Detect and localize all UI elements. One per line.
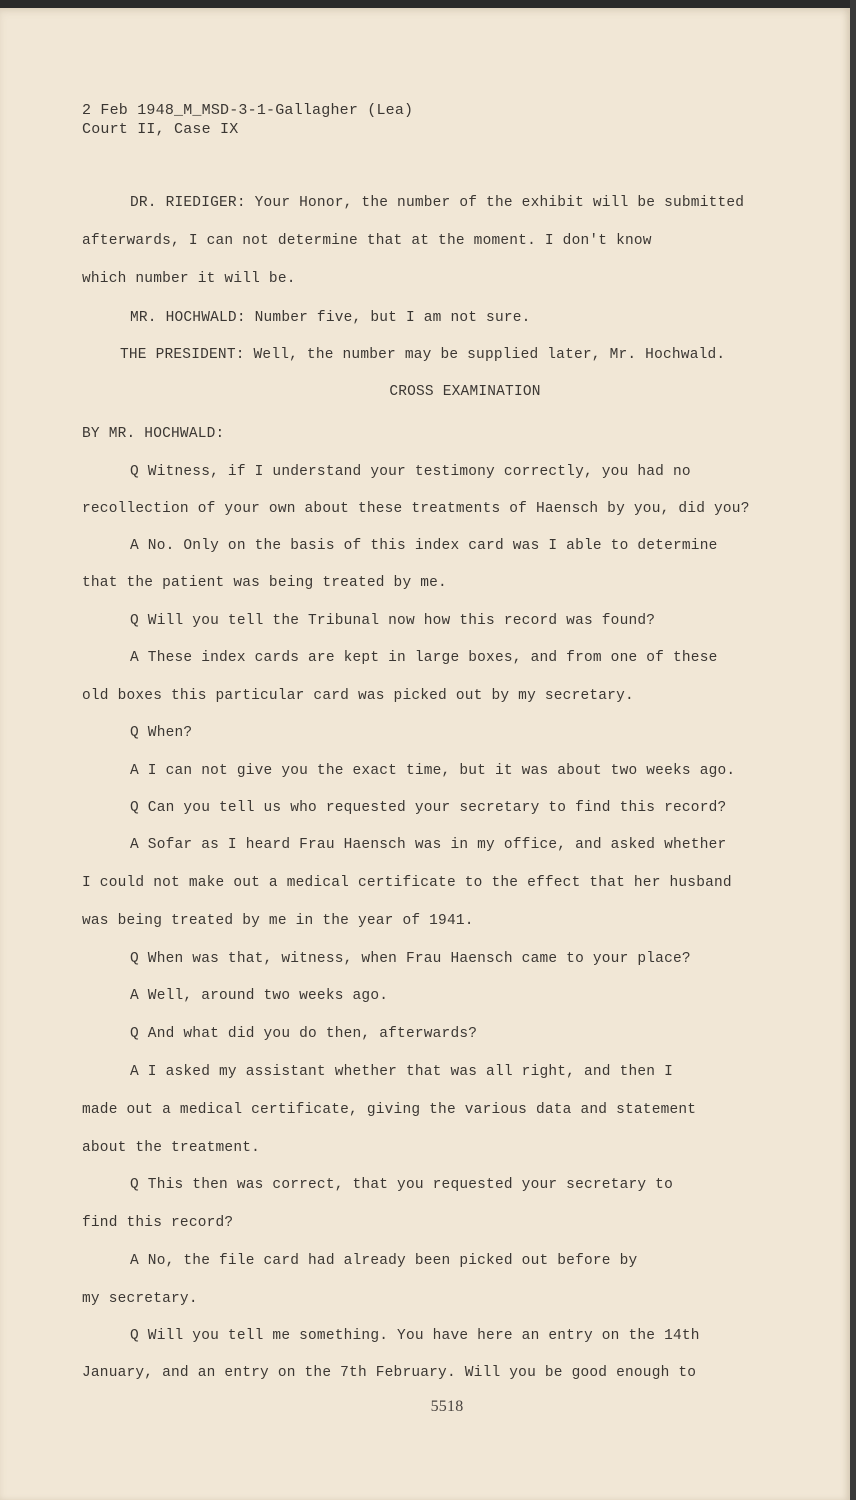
text-line: afterwards, I can not determine that at the moment. I don't know: [82, 233, 652, 249]
text-line: my secretary.: [82, 1291, 198, 1307]
text-line: made out a medical certificate, giving the various data and statement: [82, 1102, 697, 1118]
text-line: THE PRESIDENT: Well, the number may be supplied later, Mr. Hochwald.: [120, 347, 726, 363]
text-line: Q When was that, witness, when Frau Haensch came to your place?: [130, 951, 691, 967]
scan-edge: [850, 0, 856, 1500]
text-line: Q Witness, if I understand your testimony correctly, you had no: [130, 464, 691, 480]
text-line: Q And what did you do then, afterwards?: [130, 1026, 478, 1042]
text-line: A I can not give you the exact time, but it was about two weeks ago.: [130, 763, 736, 779]
section-heading: CROSS EXAMINATION: [389, 384, 541, 400]
text-line: A I asked my assistant whether that was all right, and then I: [130, 1064, 673, 1080]
text-line: recollection of your own about these treatments of Haensch by you, did you?: [82, 501, 750, 517]
text-line: A No. Only on the basis of this index card was I able to determine: [130, 538, 718, 554]
text-line: Q Will you tell me something. You have here an entry on the 14th: [130, 1328, 700, 1344]
text-line: which number it will be.: [82, 271, 296, 287]
text-line: A Sofar as I heard Frau Haensch was in my office, and asked whether: [130, 837, 727, 853]
text-line: BY MR. HOCHWALD:: [82, 426, 225, 442]
text-line: find this record?: [82, 1215, 234, 1231]
document-page: [0, 8, 850, 1500]
text-line: was being treated by me in the year of 1941.: [82, 913, 474, 929]
text-line: Q Will you tell the Tribunal now how this record was found?: [130, 613, 656, 629]
text-line: I could not make out a medical certificate to the effect that her husband: [82, 875, 732, 891]
header-line-2: Court II, Case IX: [82, 121, 239, 138]
text-line: January, and an entry on the 7th February. Will you be good enough to: [82, 1365, 697, 1381]
text-line: Q This then was correct, that you requested your secretary to: [130, 1177, 673, 1193]
text-line: Q When?: [130, 725, 193, 741]
text-line: MR. HOCHWALD: Number five, but I am not sure.: [130, 310, 531, 326]
text-line: Q Can you tell us who requested your secretary to find this record?: [130, 800, 727, 816]
header-line-1: 2 Feb 1948_M_MSD-3-1-Gallagher (Lea): [82, 102, 414, 119]
text-line: A No, the file card had already been picked out before by: [130, 1253, 638, 1269]
text-line: old boxes this particular card was picked out by my secretary.: [82, 688, 634, 704]
text-line: DR. RIEDIGER: Your Honor, the number of the exhibit will be submitted: [130, 195, 745, 211]
text-line: that the patient was being treated by me.: [82, 575, 447, 591]
text-line: A Well, around two weeks ago.: [130, 988, 389, 1004]
text-line: A These index cards are kept in large boxes, and from one of these: [130, 650, 718, 666]
page-number: 5518: [430, 1398, 464, 1415]
text-line: about the treatment.: [82, 1140, 261, 1156]
